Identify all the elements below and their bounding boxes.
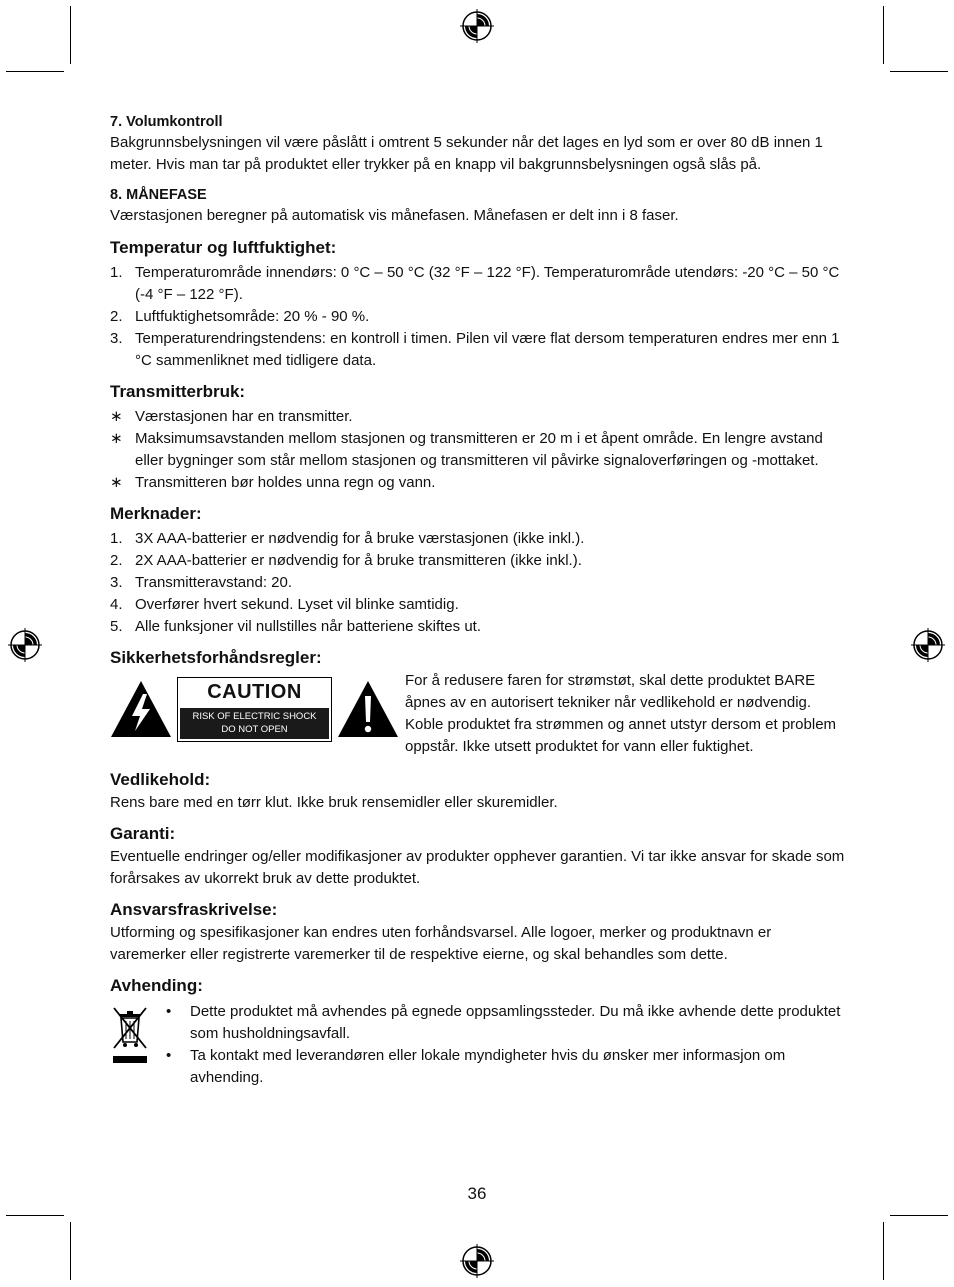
section-text-ansvarsfraskrivelse: Utforming og spesifikasjoner kan endres uten forhåndsvarsel. Alle logoer, merker og produktnavn er varemerker eller registrerte varemerker til de respektive eierne, og skal behandles som dette. — [110, 924, 772, 963]
heading-sikkerhet: Sikkerhetsforhåndsregler: — [110, 648, 322, 667]
crop-mark — [883, 6, 884, 64]
heading-garanti: Garanti: — [110, 824, 176, 843]
page-content — [110, 112, 848, 1089]
heading-temperatur: Temperatur og luftfuktighet: — [110, 238, 337, 257]
caution-graphic — [110, 670, 405, 760]
list-marker: 2. — [110, 552, 123, 569]
list-item-text: Temperaturendringstendens: en kontroll i timen. Pilen vil være flat dersom temperaturen endres mer enn 1 °C sammenliknet med tidligere data. — [135, 330, 840, 369]
list-item — [110, 616, 848, 638]
section-text-manefase: Værstasjonen beregner på automatisk vis månefasen. Månefasen er delt inn i 8 faser. — [110, 207, 679, 224]
crop-mark — [6, 71, 64, 72]
crop-mark — [890, 71, 948, 72]
bin-wrapper — [110, 998, 166, 1089]
registration-mark-icon — [8, 628, 42, 662]
list-item-text: Luftfuktighetsområde: 20 % - 90 %. — [135, 308, 370, 325]
list-item — [110, 594, 848, 616]
heading-vedlikehold: Vedlikehold: — [110, 770, 211, 789]
section-title-volumkontroll: 7. Volumkontroll — [110, 114, 223, 130]
list-transmitterbruk — [110, 406, 848, 494]
list-item-text: Ta kontakt med leverandøren eller lokale myndigheter hvis du ønsker mer informasjon om avhending. — [190, 1047, 786, 1086]
section-text-garanti: Eventuelle endringer og/eller modifikasjoner av produkter opphever garantien. Vi tar ikke ansvar for skade som forårsakes av ukorrekt bruk av dette produktet. — [110, 848, 845, 887]
exclamation-warning-icon — [337, 680, 399, 738]
registration-mark-icon — [460, 1244, 494, 1278]
crop-mark — [883, 1222, 884, 1280]
disposal-block — [110, 998, 848, 1089]
list-item-text: Temperaturområde innendørs: 0 °C – 50 °C (32 °F – 122 °F). Temperaturområde utendørs: -20 °C – 50 °C (-4 °F – 122 °F). — [135, 264, 840, 303]
list-item — [166, 1001, 848, 1045]
list-marker: ∗ — [110, 430, 123, 447]
list-item — [110, 328, 848, 372]
list-marker: • — [166, 1047, 172, 1064]
caution-subtext — [180, 708, 329, 739]
registration-mark-icon — [911, 628, 945, 662]
heading-avhending: Avhending: — [110, 976, 203, 995]
page-number: 36 — [467, 1184, 487, 1203]
list-avhending — [166, 1001, 848, 1089]
list-marker: 3. — [110, 574, 123, 591]
list-item-text: 2X AAA-batterier er nødvendig for å bruke transmitteren (ikke inkl.). — [135, 552, 582, 569]
list-item-text: Overfører hvert sekund. Lyset vil blinke samtidig. — [135, 596, 459, 613]
list-marker: ∗ — [110, 474, 123, 491]
list-item — [110, 428, 848, 472]
crop-mark — [890, 1215, 948, 1216]
list-marker: 3. — [110, 330, 123, 347]
crop-mark — [70, 6, 71, 64]
list-item-text: Værstasjonen har en transmitter. — [135, 408, 353, 425]
list-item — [110, 572, 848, 594]
list-merknader — [110, 528, 848, 638]
heading-merknader: Merknader: — [110, 504, 202, 523]
crossed-out-bin-icon — [110, 1002, 150, 1066]
heading-ansvarsfraskrivelse: Ansvarsfraskrivelse: — [110, 900, 278, 919]
list-marker: 1. — [110, 264, 123, 281]
list-item — [110, 262, 848, 306]
caution-line: RISK OF ELECTRIC SHOCK — [192, 711, 317, 722]
registration-mark-icon — [460, 9, 494, 43]
caution-text: For å redusere faren for strømstøt, skal dette produktet BARE åpnes av en autorisert tekniker når vedlikehold er nødvendig. Koble produktet fra strømmen og annet utstyr dersom et problem oppstår. Ikke utsett produktet for vann eller fuktighet. — [405, 672, 837, 755]
list-item-text: Dette produktet må avhendes på egnede oppsamlingssteder. Du må ikke avhende dette produktet som husholdningsavfall. — [190, 1003, 841, 1042]
caution-line: DO NOT OPEN — [221, 724, 288, 735]
list-item — [110, 472, 848, 494]
electric-shock-warning-icon — [110, 680, 172, 738]
section-text-volumkontroll: Bakgrunnsbelysningen vil være påslått i omtrent 5 sekunder når det lages en lyd som er over 80 dB innen 1 meter. Hvis man tar på produktet eller trykker på en knapp vil bakgrunnsbelysningen også slås på. — [110, 134, 823, 173]
list-item-text: Transmitteravstand: 20. — [135, 574, 293, 591]
caution-block — [110, 670, 848, 760]
list-marker: 1. — [110, 530, 123, 547]
list-item — [110, 550, 848, 572]
list-item-text: Transmitteren bør holdes unna regn og vann. — [135, 474, 436, 491]
list-item-text: 3X AAA-batterier er nødvendig for å bruke værstasjonen (ikke inkl.). — [135, 530, 585, 547]
list-item-text: Maksimumsavstanden mellom stasjonen og transmitteren er 20 m i et åpent område. En lengre avstand eller bygninger som står mellom stasjonen og transmitteren vil påvirke signaloverføringen og -mottaket. — [135, 430, 823, 469]
list-item — [166, 1045, 848, 1089]
list-item — [110, 406, 848, 428]
caution-label — [177, 677, 332, 742]
list-item — [110, 306, 848, 328]
list-item — [110, 528, 848, 550]
list-temperatur — [110, 262, 848, 372]
list-item-text: Alle funksjoner vil nullstilles når batteriene skiftes ut. — [135, 618, 481, 635]
section-text-vedlikehold: Rens bare med en tørr klut. Ikke bruk rensemidler eller skuremidler. — [110, 794, 558, 811]
crop-mark — [70, 1222, 71, 1280]
heading-transmitterbruk: Transmitterbruk: — [110, 382, 246, 401]
crop-mark — [6, 1215, 64, 1216]
section-title-manefase: 8. MÅNEFASE — [110, 187, 207, 203]
list-marker: • — [166, 1003, 172, 1020]
list-marker: 2. — [110, 308, 123, 325]
caution-heading: CAUTION — [207, 681, 302, 703]
list-marker: ∗ — [110, 408, 123, 425]
list-marker: 4. — [110, 596, 123, 613]
list-marker: 5. — [110, 618, 123, 635]
